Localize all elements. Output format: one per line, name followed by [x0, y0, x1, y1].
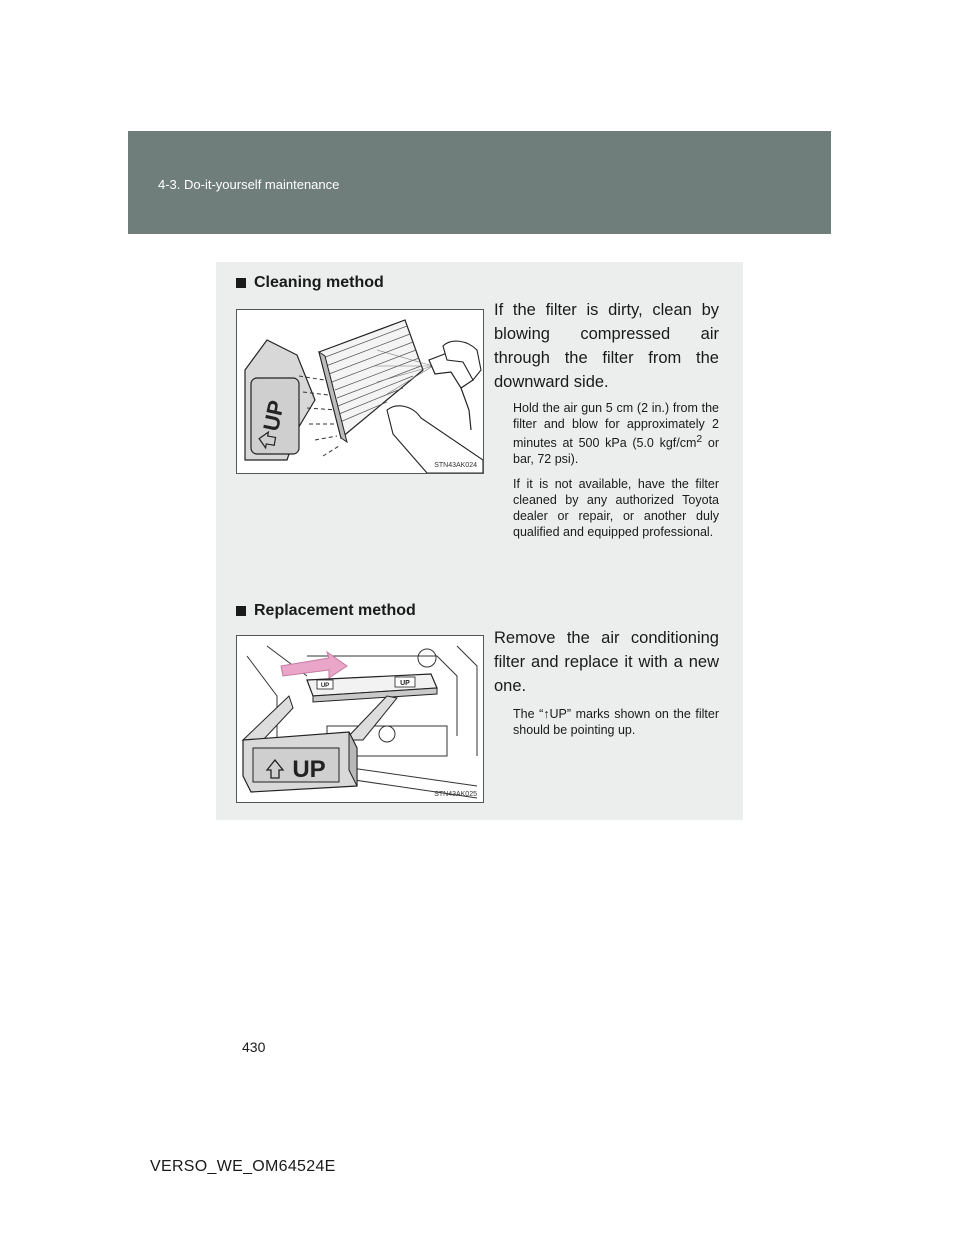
filter-replacement-illustration	[237, 636, 483, 802]
square-bullet-icon	[236, 606, 246, 616]
replacement-notes	[513, 706, 719, 747]
cleaning-lead-text: If the filter is dirty, clean by blowing compressed air through the filter from the downward side.	[494, 301, 719, 391]
square-bullet-icon	[236, 278, 246, 288]
replacement-note-1: The “↑UP” marks shown on the filter should be pointing up.	[513, 707, 719, 737]
document-code: VERSO_WE_OM64524E	[150, 1158, 336, 1175]
small-up-label: UP	[320, 683, 330, 689]
replacement-heading	[236, 602, 416, 620]
air-hose	[461, 388, 471, 430]
section-title: 4-3. Do-it-yourself maintenance	[158, 177, 340, 192]
cleaning-note-2: If it is not available, have the filter cleaned by any authorized Toyota dealer or repair, or another duly qualified and equipped professional.	[513, 477, 719, 540]
cleaning-figure	[236, 309, 484, 474]
page-number: 430	[242, 1039, 266, 1055]
up-label-text: UP	[292, 756, 326, 783]
cleaning-heading-text: Cleaning method	[254, 274, 384, 291]
up-label-text: UP	[258, 398, 289, 434]
section-header-bar	[128, 131, 831, 234]
replacement-heading-text: Replacement method	[254, 602, 416, 619]
content-panel	[216, 262, 743, 820]
cleaning-note-1: Hold the air gun 5 cm (2 in.) from the filter and blow for approximately 2 minutes at 500 kPa (5.0 kgf/$cm^2$ or bar, 72 psi).	[513, 401, 719, 467]
replacement-lead-text: Remove the air conditioning filter and replace it with a new one.	[494, 629, 719, 695]
cleaning-notes	[513, 400, 719, 549]
cleaning-heading	[236, 274, 384, 292]
filter-air-gun-illustration	[237, 310, 483, 473]
replacement-figure	[236, 635, 484, 803]
figure-code: STN43AK024	[434, 462, 477, 469]
figure-code: STN43AK025	[434, 791, 477, 798]
small-up-label-2: UP	[400, 680, 410, 687]
